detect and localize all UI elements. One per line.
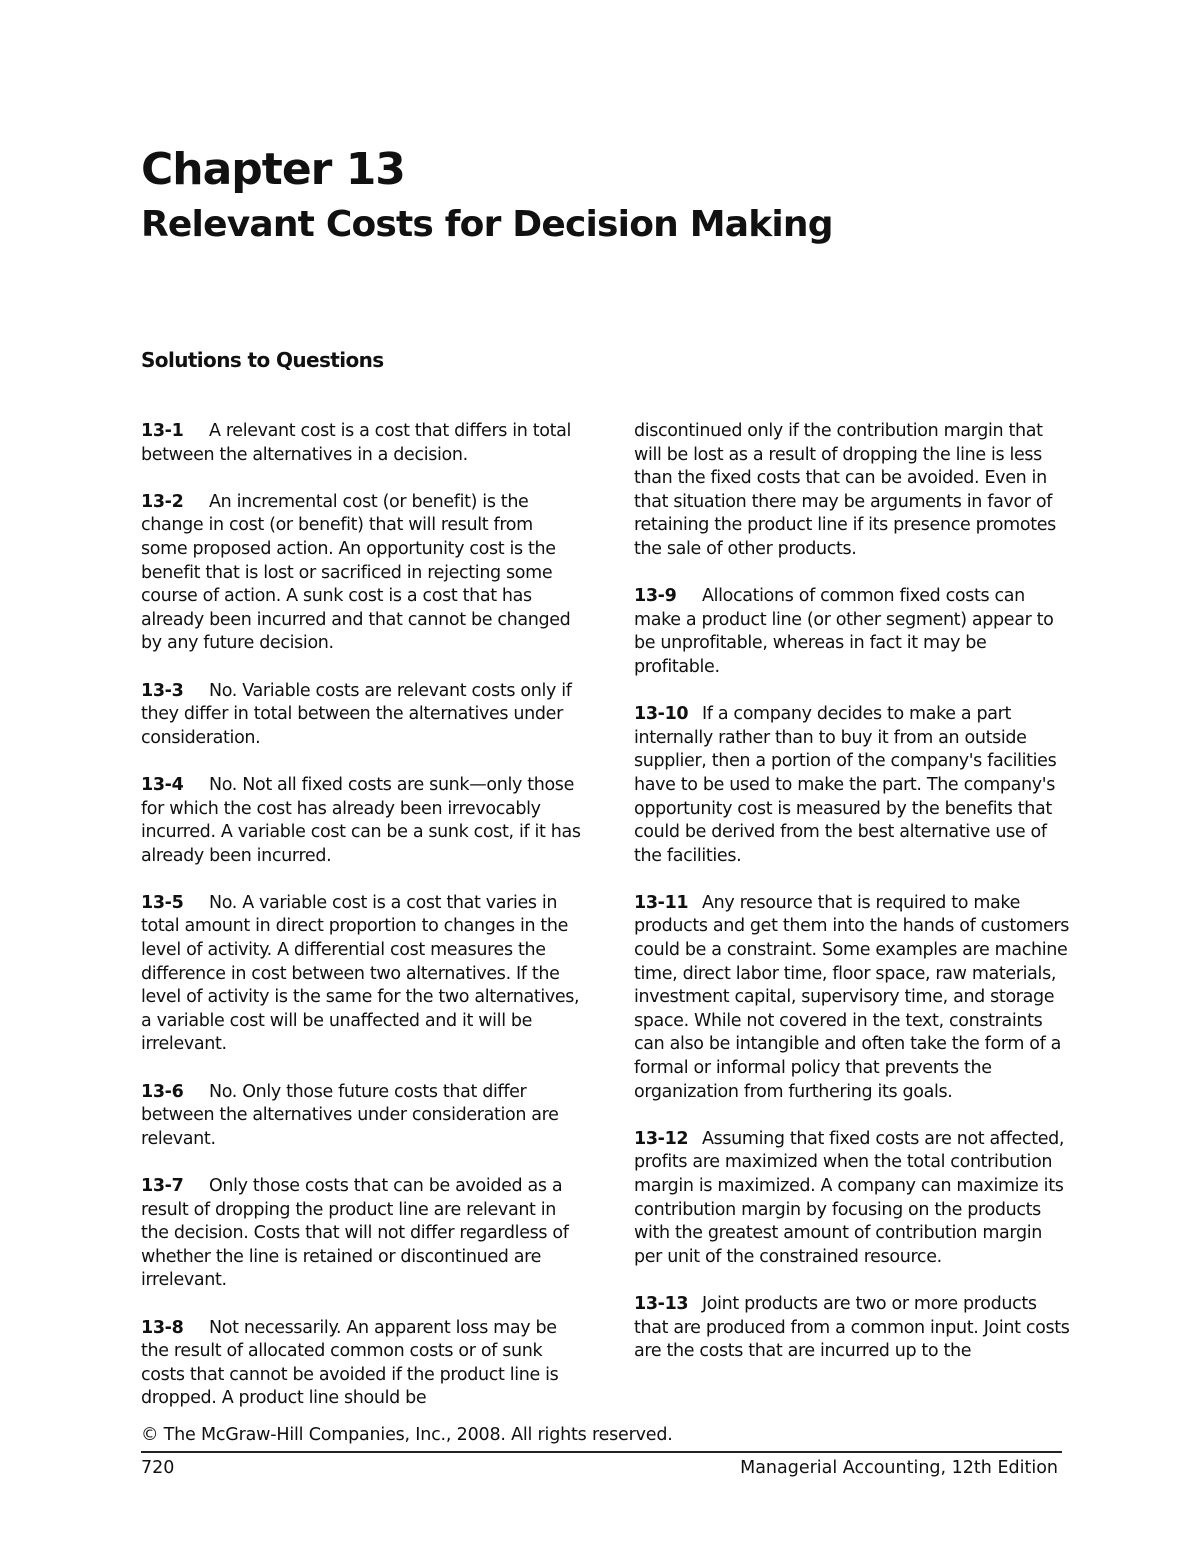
question-number: 13-8 xyxy=(141,1317,184,1338)
section-heading: Solutions to Questions xyxy=(141,348,384,372)
answer-text: Any resource that is required to make products and get them into the hands of customers could be a constraint. Some examples are machine time, direct labor time, floor space, raw materials, investment capital, supervisory time, and storage space. While not covered in the text, constraints can also be intangible and often take the form of a formal or informal policy that prevents the organization from furthering its goals. xyxy=(634,892,1069,1102)
answer-text: Only those costs that can be avoided as a result of dropping the product line are relevant in the decision. Costs that will not differ regardless of whether the line is retained or discontinued are irrelevant. xyxy=(141,1176,569,1291)
question-number: 13-4 xyxy=(141,774,184,795)
answer-text: Not necessarily. An apparent loss may be the result of allocated common costs or of sunk costs that cannot be avoided if the product line is dropped. A product line should be xyxy=(141,1317,559,1409)
question-number: 13-12 xyxy=(634,1128,689,1149)
answer-13-8 xyxy=(141,1317,581,1411)
copyright-notice: © The McGraw-Hill Companies, Inc., 2008. All rights reserved. xyxy=(141,1425,673,1445)
chapter-title: Chapter 13 xyxy=(141,144,405,195)
answer-13-8-continued xyxy=(634,420,1074,562)
answer-text: discontinued only if the contribution margin that will be lost as a result of dropping the line is less than the fixed costs that can be avoided. Even in that situation there may be arguments in favor of retaining the product line if its presence promotes the sale of other products. xyxy=(634,421,1056,559)
answer-text: No. Only those future costs that differ between the alternatives under consideration are relevant. xyxy=(141,1081,559,1149)
answer-13-4 xyxy=(141,774,581,868)
answer-13-5 xyxy=(141,892,581,1057)
answer-text: No. Variable costs are relevant costs only if they differ in total between the alternatives under consideration. xyxy=(141,680,572,748)
question-number: 13-6 xyxy=(141,1081,184,1102)
answer-13-12 xyxy=(634,1128,1074,1270)
answer-13-13 xyxy=(634,1293,1074,1364)
answer-13-7 xyxy=(141,1175,581,1293)
answer-13-1 xyxy=(141,420,581,467)
question-number: 13-1 xyxy=(141,421,184,441)
question-number: 13-10 xyxy=(634,704,689,725)
answer-text: Joint products are two or more products that are produced from a common input. Joint costs are the costs that are incurred up to the xyxy=(634,1293,1070,1362)
question-number: 13-5 xyxy=(141,892,184,913)
left-column xyxy=(141,420,581,1435)
question-number: 13-13 xyxy=(634,1293,689,1314)
right-column xyxy=(634,420,1074,1387)
answer-text: An incremental cost (or benefit) is the change in cost (or benefit) that will result from some proposed action. An opportunity cost is the benefit that is lost or sacrificed in rejecting some course of action. A sunk cost is a cost that has already been incurred and that cannot be changed by any future decision. xyxy=(141,491,571,654)
question-number: 13-2 xyxy=(141,491,184,512)
answer-13-10 xyxy=(634,703,1074,868)
answer-text: Allocations of common fixed costs can make a product line (or other segment) appear to be unprofitable, whereas in fact it may be profitable. xyxy=(634,586,1054,677)
answer-13-9 xyxy=(634,585,1074,679)
page-number: 720 xyxy=(141,1458,175,1478)
answer-text: If a company decides to make a part internally rather than to buy it from an outside supplier, then a portion of the company's facilities have to be used to make the part. The company's opportunity cost is measured by the benefits that could be derived from the best alternative use of the facilities. xyxy=(634,704,1057,866)
question-number: 13-7 xyxy=(141,1176,184,1196)
answer-text: Assuming that fixed costs are not affected, profits are maximized when the total contribution margin is maximized. A company can maximize its contribution margin by focusing on the products with the greatest amount of contribution margin per unit of the constrained resource. xyxy=(634,1128,1065,1267)
answer-13-2 xyxy=(141,491,581,656)
answer-13-11 xyxy=(634,892,1074,1104)
answer-text: No. A variable cost is a cost that varies in total amount in direct proportion to changes in the level of activity. A differential cost measures the difference in cost between two alternatives. If the level of activity is the same for the two alternatives, a variable cost will be unaffected and it will be irrelevant. xyxy=(141,892,580,1055)
answer-13-3 xyxy=(141,680,581,751)
answer-text: No. Not all fixed costs are sunk—only those for which the cost has already been irrevocably incurred. A variable cost can be a sunk cost, if it has already been incurred. xyxy=(141,774,581,866)
footer-divider xyxy=(141,1451,1062,1453)
answer-13-6 xyxy=(141,1081,581,1152)
answer-text: A relevant cost is a cost that differs in total between the alternatives in a decision. xyxy=(141,421,572,465)
chapter-subtitle: Relevant Costs for Decision Making xyxy=(141,204,833,245)
question-number: 13-9 xyxy=(634,586,677,607)
book-title: Managerial Accounting, 12th Edition xyxy=(740,1458,1058,1478)
question-number: 13-3 xyxy=(141,680,184,701)
question-number: 13-11 xyxy=(634,892,689,913)
